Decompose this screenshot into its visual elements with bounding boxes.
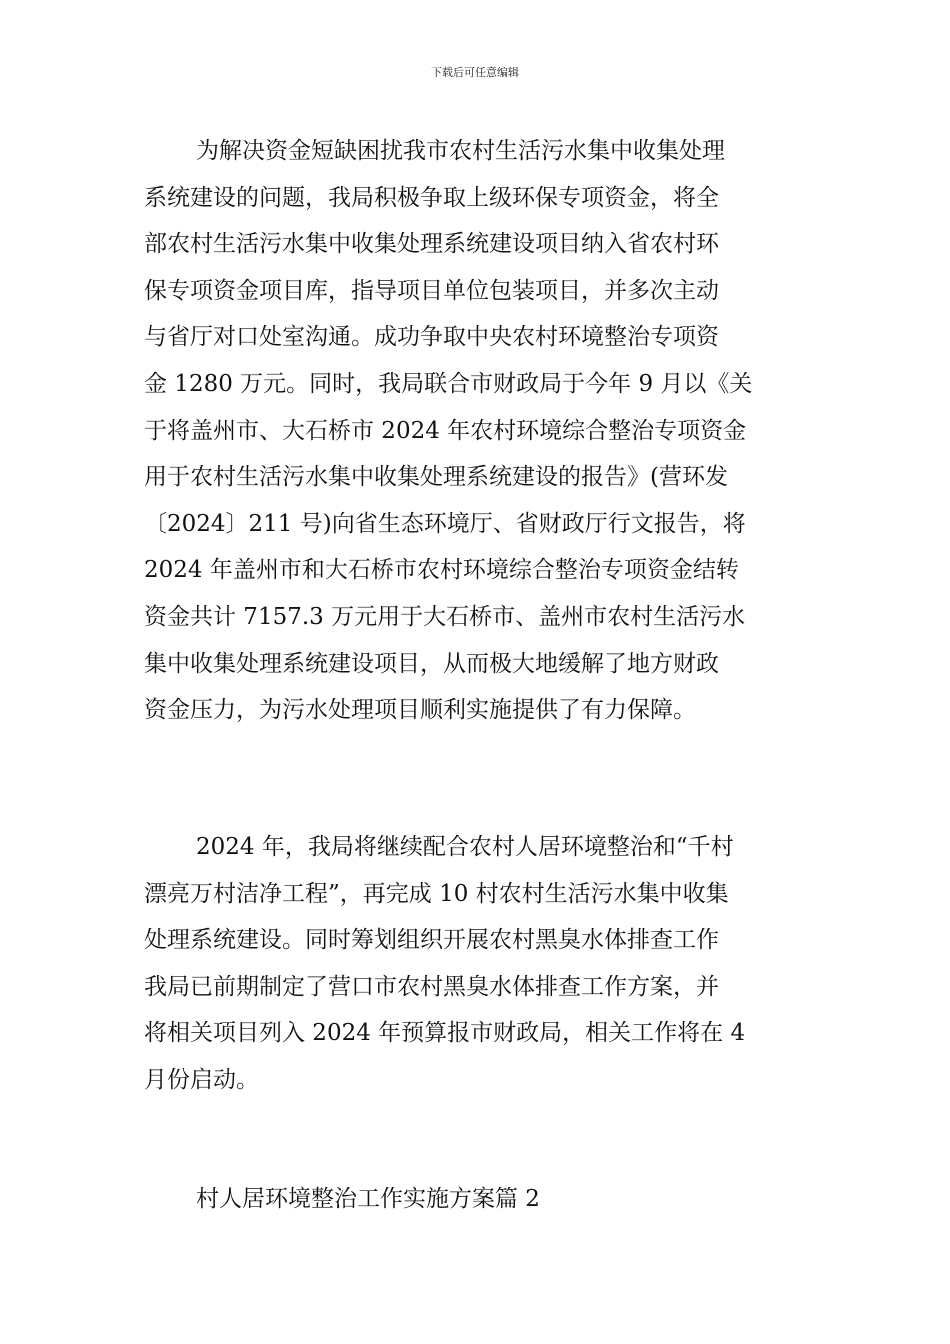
paragraph-line: 处理系统建设。同时筹划组织开展农村黑臭水体排查工作 [144,927,719,954]
section-heading-text: 村人居环境整治工作实施方案篇 2 [196,1186,540,1212]
paragraph-line: 2024 年盖州市和大石桥市农村环境综合整治专项资金结转 [144,557,739,584]
paragraph-line: 集中收集处理系统建设项目，从而极大地缓解了地方财政 [144,650,719,677]
paragraph-line: 2024 年，我局将继续配合农村人居环境整治和“千村 [196,834,734,860]
paragraph-line: 与省厅对口处室沟通。成功争取中央农村环境整治专项资 [144,324,719,351]
paragraph-line: 将相关项目列入 2024 年预算报市财政局，相关工作将在 4 [144,1020,746,1047]
paragraph-line: 部农村生活污水集中收集处理系统建设项目纳入省农村环 [144,231,719,258]
page-header: 下载后可任意编辑 [431,66,519,79]
paragraph-line: 资金压力，为污水处理项目顺利实施提供了有力保障。 [144,697,696,724]
paragraph-line: 于将盖州市、大石桥市 2024 年农村环境综合整治专项资金 [144,417,747,444]
paragraph-line: 金 1280 万元。同时，我局联合市财政局于今年 9 月以《关 [144,370,753,397]
paragraph-line: 系统建设的问题，我局积极争取上级环保专项资金，将全 [144,184,719,211]
paragraph-line: 为解决资金短缺困扰我市农村生活污水集中收集处理 [196,138,725,164]
paragraph-line: 〔2024〕211 号)向省生态环境厅、省财政厅行文报告，将 [144,510,746,537]
paragraph-line: 我局已前期制定了营口市农村黑臭水体排查工作方案，并 [144,973,719,1000]
paragraph-line: 保专项资金项目库，指导项目单位包装项目，并多次主动 [144,277,719,304]
paragraph-line: 资金共计 7157.3 万元用于大石桥市、盖州市农村生活污水 [144,603,746,630]
body-paragraph-plan [144,824,808,1104]
paragraph-line: 月份启动。 [144,1066,259,1093]
paragraph-line: 漂亮万村洁净工程”，再完成 10 村农村生活污水集中收集 [144,880,729,907]
paragraph-line: 用于农村生活污水集中收集处理系统建设的报告》(营环发 [144,464,728,491]
section-heading [144,1176,808,1223]
body-paragraph-funding [144,128,808,734]
